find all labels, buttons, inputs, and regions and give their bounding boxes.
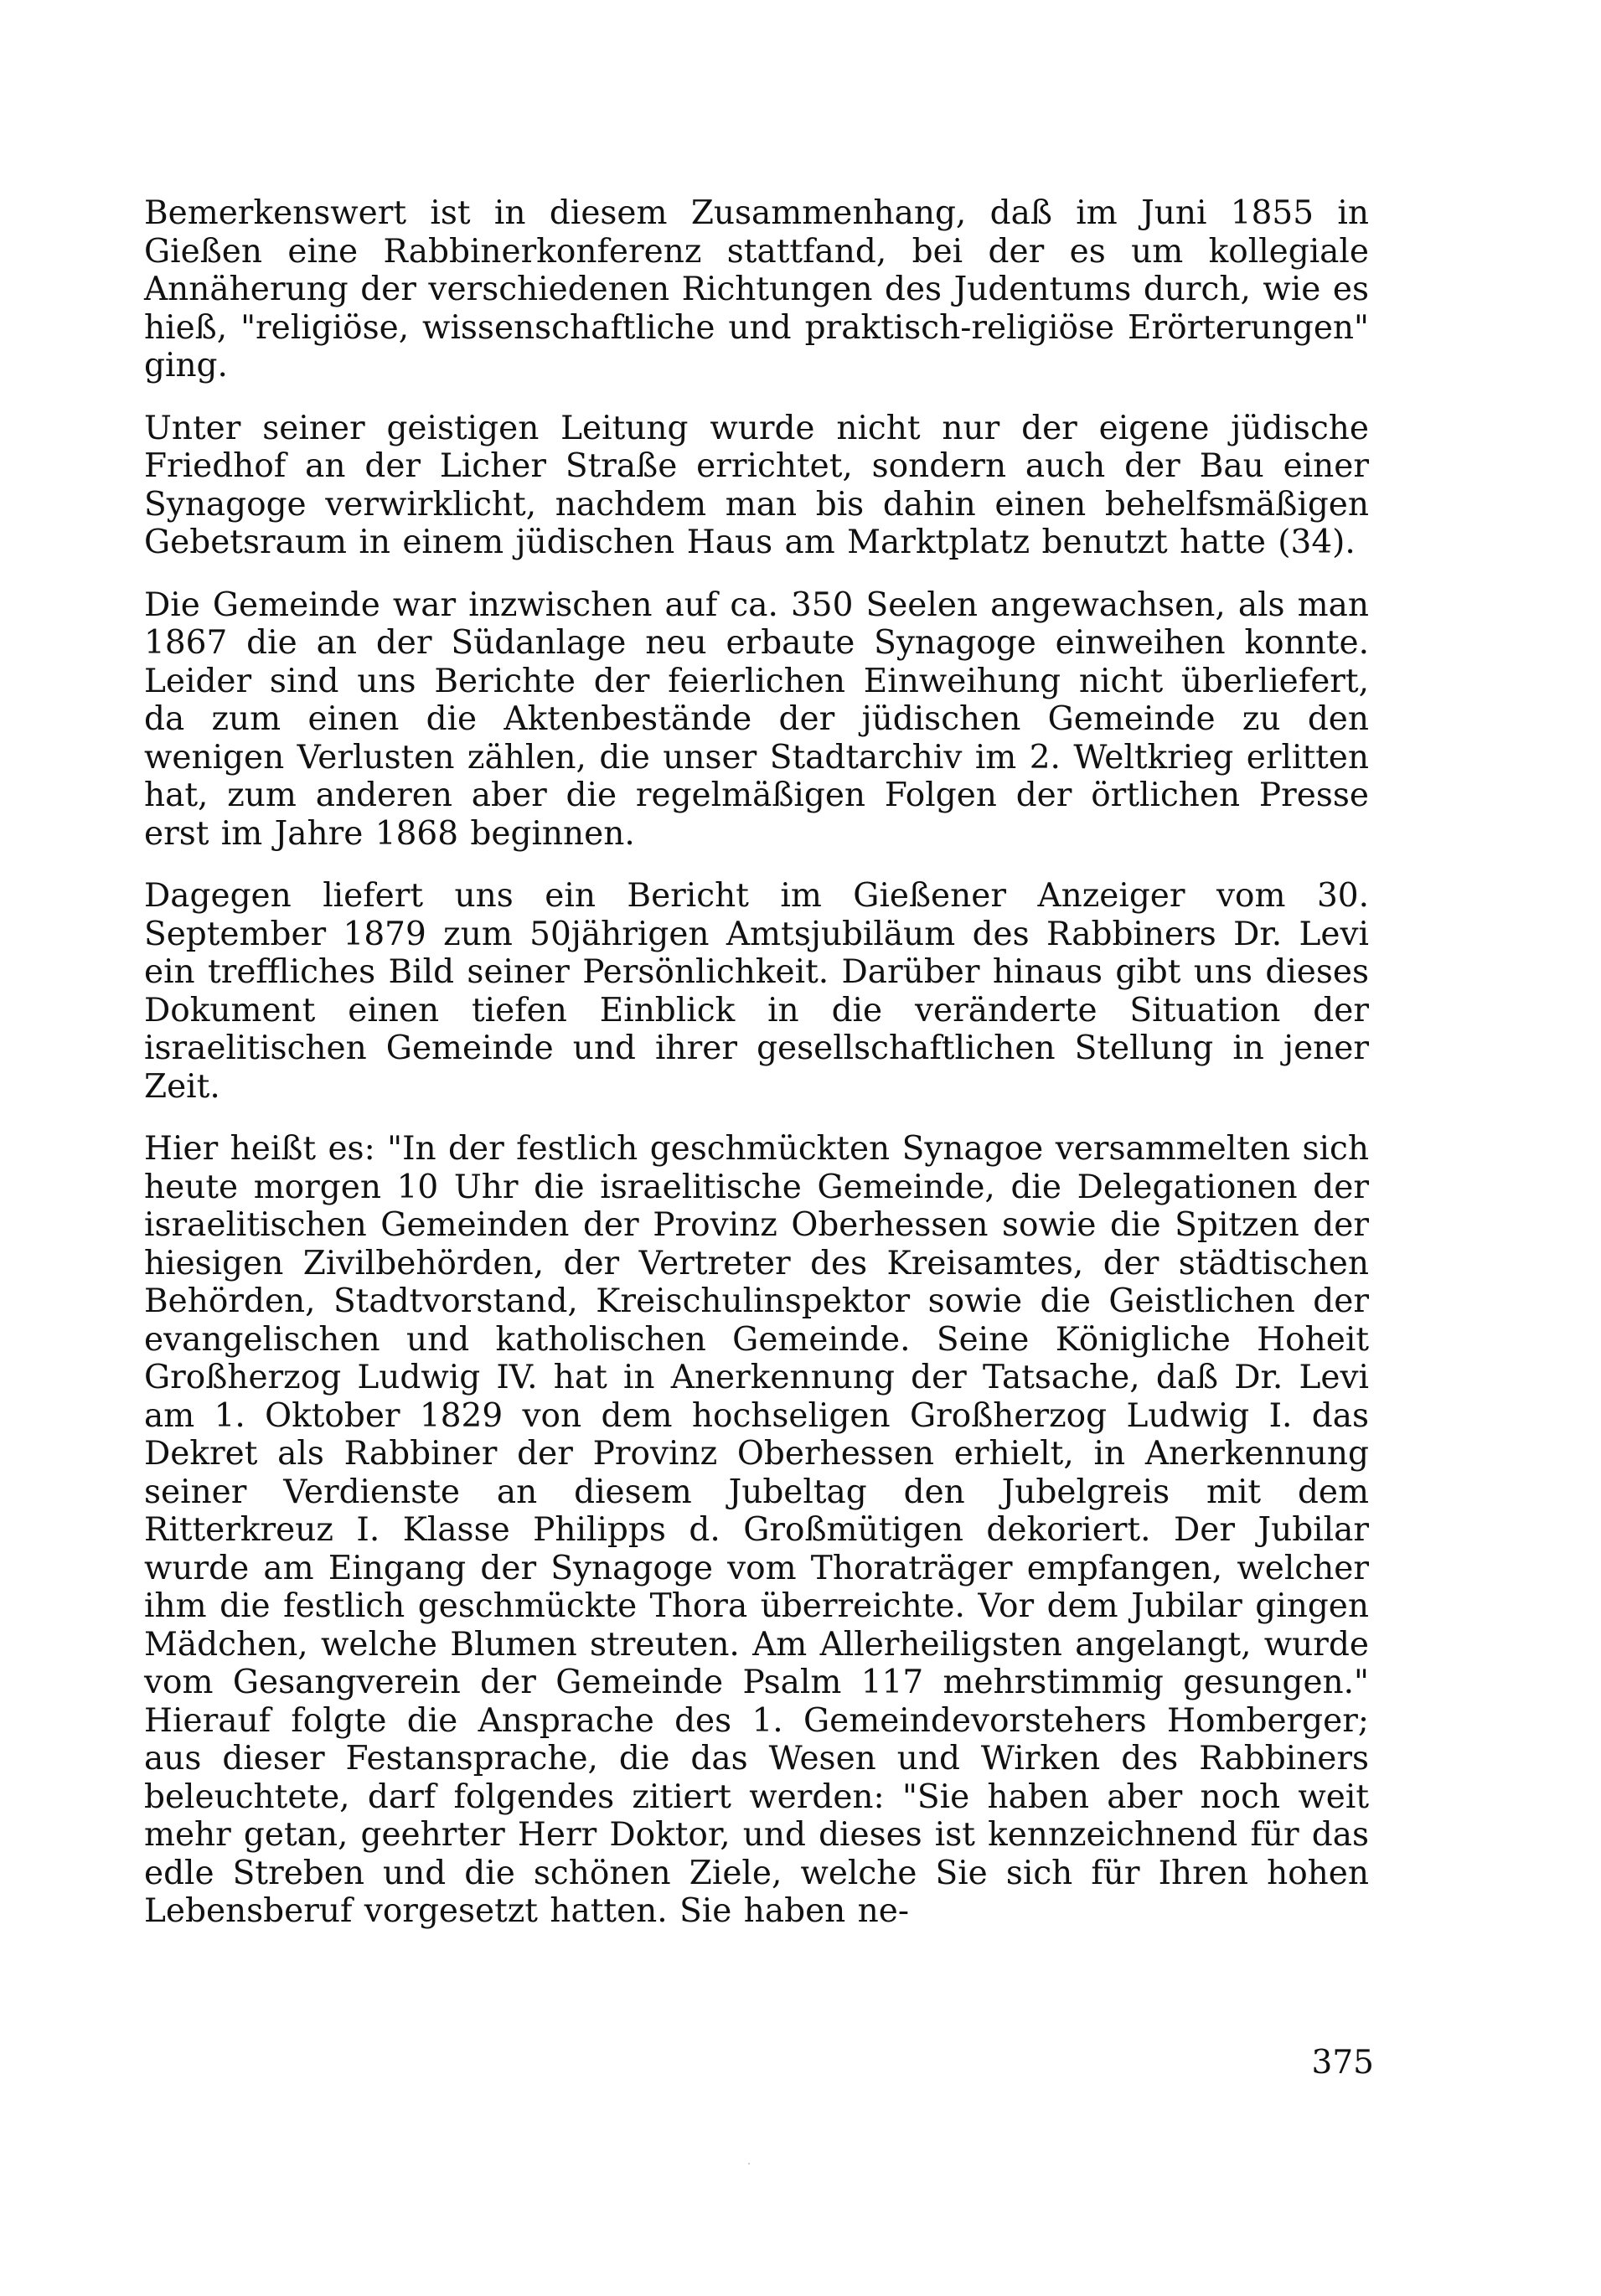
body-text	[144, 194, 1369, 1955]
scan-speck	[748, 2163, 750, 2164]
paragraph-rabbinerkonferenz: Bemerkenswert ist in diesem Zusammenhang, daß im Juni 1855 in Gießen eine Rabbinerkonferenz stattfand, bei der es um kollegiale Annäherung der verschiedenen Richtungen des Judentums durch, wie es hieß, "religiöse, wissenschaftliche und praktisch-religiöse Erörterungen" ging.	[144, 194, 1369, 384]
paragraph-amtsjubilaeum: Dagegen liefert uns ein Bericht im Gießener Anzeiger vom 30. September 1879 zum 50jährigen Amtsjubiläum des Rabbiners Dr. Levi ein treffliches Bild seiner Persönlichkeit. Darüber hinaus gibt uns dieses Dokument einen tiefen Einblick in die veränderte Situation der israelitischen Gemeinde und ihrer gesellschaftlichen Stellung in jener Zeit.	[144, 877, 1369, 1106]
paragraph-gemeinde-einweihung: Die Gemeinde war inzwischen auf ca. 350 Seelen angewachsen, als man 1867 die an der Südanlage neu erbaute Synagoge einweihen konnte. Leider sind uns Berichte der feierlichen Einweihung nicht überliefert, da zum einen die Aktenbestände der jüdischen Gemeinde zu den wenigen Verlusten zählen, die unser Stadtarchiv im 2. Weltkrieg erlitten hat, zum anderen aber die regelmäßigen Folgen der örtlichen Presse erst im Jahre 1868 beginnen.	[144, 586, 1369, 853]
paragraph-friedhof-synagoge: Unter seiner geistigen Leitung wurde nicht nur der eigene jüdische Friedhof an der Licher Straße errichtet, sondern auch der Bau einer Synagoge verwirklicht, nachdem man bis dahin einen behelfsmäßigen Gebetsraum in einem jüdischen Haus am Marktplatz benutzt hatte (34).	[144, 409, 1369, 561]
page-number: 375	[1311, 2044, 1374, 2082]
paragraph-festbericht-zitat: Hier heißt es: "In der festlich geschmückten Synagoe versammelten sich heute morgen 10 Uhr die israelitische Gemeinde, die Delegationen der israelitischen Gemeinden der Provinz Oberhessen sowie die Spitzen der hiesigen Zivilbehörden, der Vertreter des Kreisamtes, der städtischen Behörden, Stadtvorstand, Kreischulinspektor sowie die Geistlichen der evangelischen und katholischen Gemeinde. Seine Königliche Hoheit Großherzog Ludwig IV. hat in Anerkennung der Tatsache, daß Dr. Levi am 1. Oktober 1829 von dem hochseligen Großherzog Ludwig I. das Dekret als Rabbiner der Provinz Oberhessen erhielt, in Anerkennung seiner Verdienste an diesem Jubeltag den Jubelgreis mit dem Ritterkreuz I. Klasse Philipps d. Großmütigen dekoriert. Der Jubilar wurde am Eingang der Synagoge vom Thoraträger empfangen, welcher ihm die festlich geschmückte Thora überreichte. Vor dem Jubilar gingen Mädchen, welche Blumen streuten. Am Allerheiligsten angelangt, wurde vom Gesangverein der Gemeinde Psalm 117 mehrstimmig gesungen." Hierauf folgte die Ansprache des 1. Gemeindevorstehers Homberger; aus dieser Festansprache, die das Wesen und Wirken des Rabbiners beleuchtete, darf folgendes zitiert werden: "Sie haben aber noch weit mehr getan, geehrter Herr Doktor, und dieses ist kennzeichnend für das edle Streben und die schönen Ziele, welche Sie sich für Ihren hohen Lebensberuf vorgesetzt hatten. Sie haben ne-	[144, 1130, 1369, 1930]
